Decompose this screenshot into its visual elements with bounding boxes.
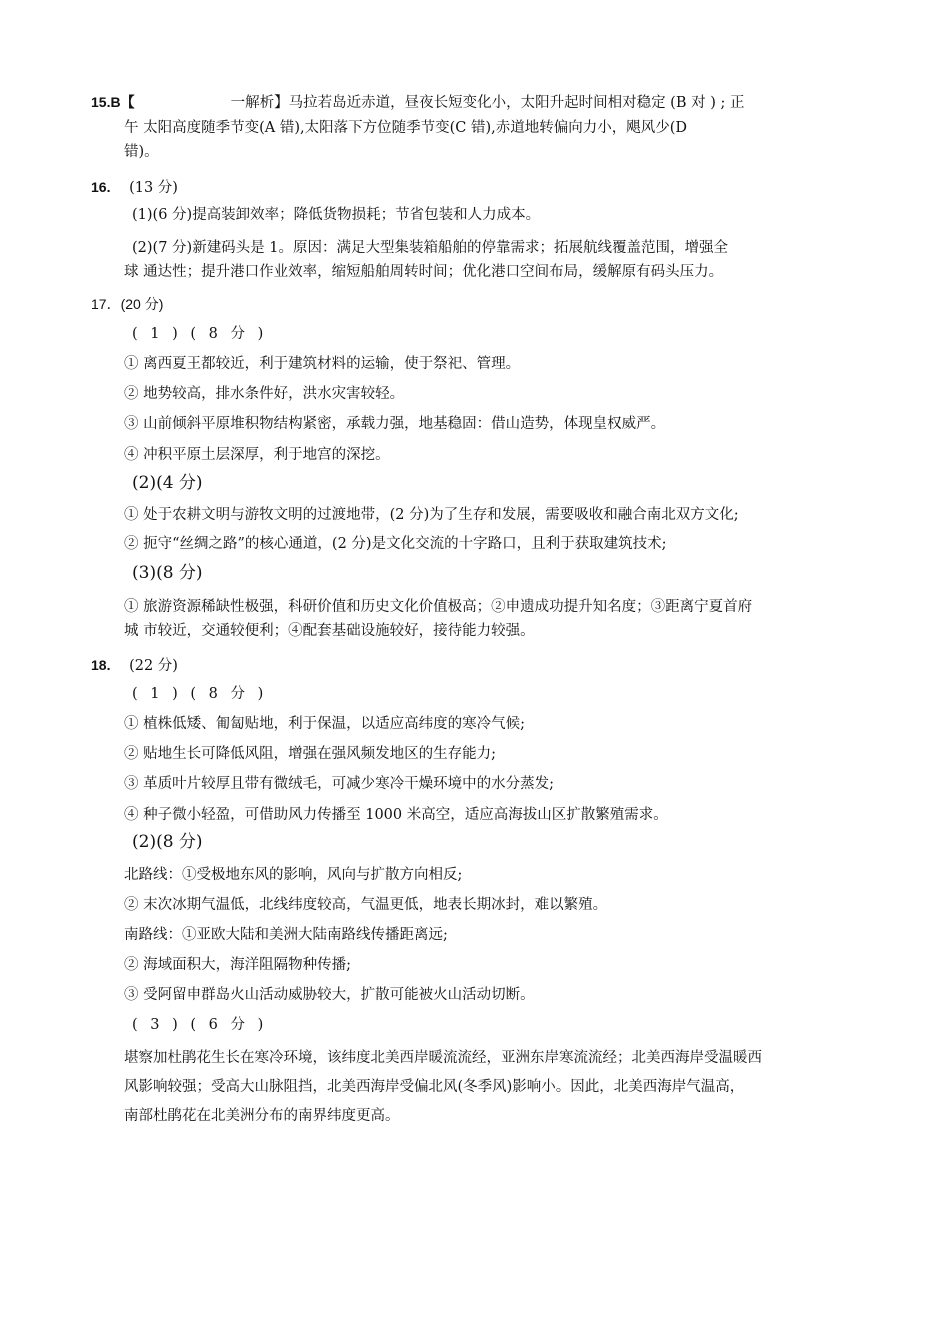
q18-s3-line-2: 风影响较强；受高大山脉阻挡，北美西海岸受偏北风(冬季风)影响小。因此，北美西海岸气温高， [124,1079,745,1095]
q18-section1-heading: ( 1 ) ( 8 分 ) [132,686,268,702]
q18-section3-heading: ( 3 ) ( 6 分 ) [132,1017,268,1033]
q16-part2-line2: 球 通达性；提升港口作业效率，缩短船舶周转时间；优化港口空间布局，缓解原有码头压力。 [124,264,724,280]
q17-s1-item-2: ② 地势较高，排水条件好，洪水灾害较轻。 [124,386,405,402]
q18-s2-line-2: ② 末次冰期气温低，北线纬度较高，气温更低，地表长期冰封，难以繁殖。 [124,897,608,913]
q17-header: 17．(20 分) [91,296,164,312]
q15-line-3: 错)。 [124,144,159,160]
q18-s2-line-5: ③ 受阿留申群岛火山活动威胁较大，扩散可能被火山活动切断。 [124,987,535,1003]
q18-score: (22 分) [129,658,178,674]
q16-part2-line1: (2)(7 分)新建码头是 1。原因：满足大型集装箱船舶的停靠需求；拓展航线覆盖范围，增强全 [132,240,729,256]
q18-s2-line-4: ② 海域面积大，海洋阻隔物种传播; [124,957,351,973]
q15-text-1: 一解析】马拉若岛近赤道，昼夜长短变化小，太阳升起时间相对稳定 (B 对 ) ; 正 [230,95,745,111]
q18-s3-line-1: 堪察加杜鹃花生长在寒冷环境，该纬度北美西岸暖流流经，亚洲东岸寒流流经；北美西海岸受温暖西 [124,1050,762,1066]
q17-section1-heading: ( 1 ) ( 8 分 ) [132,326,268,342]
q17-s1-item-3: ③ 山前倾斜平原堆积物结构紧密，承载力强，地基稳固：借山造势，体现皇权威严。 [124,416,666,432]
q17-s1-item-1: ① 离西夏王都较近，利于建筑材料的运输，使于祭祀、管理。 [124,356,521,372]
q17-s1-item-4: ④ 冲积平原土层深厚，利于地宫的深挖。 [124,447,390,463]
q16-number: 16. [91,179,111,195]
q18-number: 18. [91,657,111,673]
q18-s1-item-4: ④ 种子微小轻盈，可借助风力传播至 1000 米高空，适应高海拔山区扩散繁殖需求。 [124,807,668,823]
q15-line-1 [91,92,744,113]
q18-s2-line-1: 北路线：①受极地东风的影响，风向与扩散方向相反; [124,867,463,883]
q18-s3-line-3: 南部杜鹃花在北美洲分布的南界纬度更高。 [124,1108,400,1124]
q17-section2-heading: (2)(4 分) [132,473,203,493]
q18-s1-item-3: ③ 革质叶片较厚且带有微绒毛，可减少寒冷干燥环境中的水分蒸发; [124,776,554,792]
q16-part1: (1)(6 分)提高装卸效率；降低货物损耗；节省包装和人力成本。 [132,207,541,223]
q18-s1-item-2: ② 贴地生长可降低风阻，增强在强风频发地区的生存能力; [124,746,496,762]
q18-section2-heading: (2)(8 分) [132,832,203,852]
q16-score: (13 分) [129,180,178,196]
q17-s3-line-1: ① 旅游资源稀缺性极强，科研价值和历史文化价值极高；②申遗成功提升知名度；③距离宁夏首府 [124,599,753,615]
q18-s2-line-3: 南路线：①亚欧大陆和美洲大陆南路线传播距离远; [124,927,448,943]
q17-s3-line-2: 城 市较近，交通较便利；④配套基础设施较好，接待能力较强。 [124,623,535,639]
q15-line-2: 午 太阳高度随季节变(A 错),太阳落下方位随季节变(C 错),赤道地转偏向力小，飓风少(D [124,120,688,136]
q15-number: 15.B【 [91,94,135,110]
q18-header [91,655,178,676]
q17-s2-item-2: ② 扼守“丝绸之路”的核心通道，(2 分)是文化交流的十字路口，且利于获取建筑技术; [124,536,667,552]
q17-s2-item-1: ① 处于农耕文明与游牧文明的过渡地带，(2 分)为了生存和发展，需要吸收和融合南北双方文化; [124,507,739,523]
q16-header [91,177,178,198]
q17-section3-heading: (3)(8 分) [132,563,203,583]
q18-s1-item-1: ① 植株低矮、匍匐贴地，利于保温，以适应高纬度的寒冷气候; [124,716,525,732]
